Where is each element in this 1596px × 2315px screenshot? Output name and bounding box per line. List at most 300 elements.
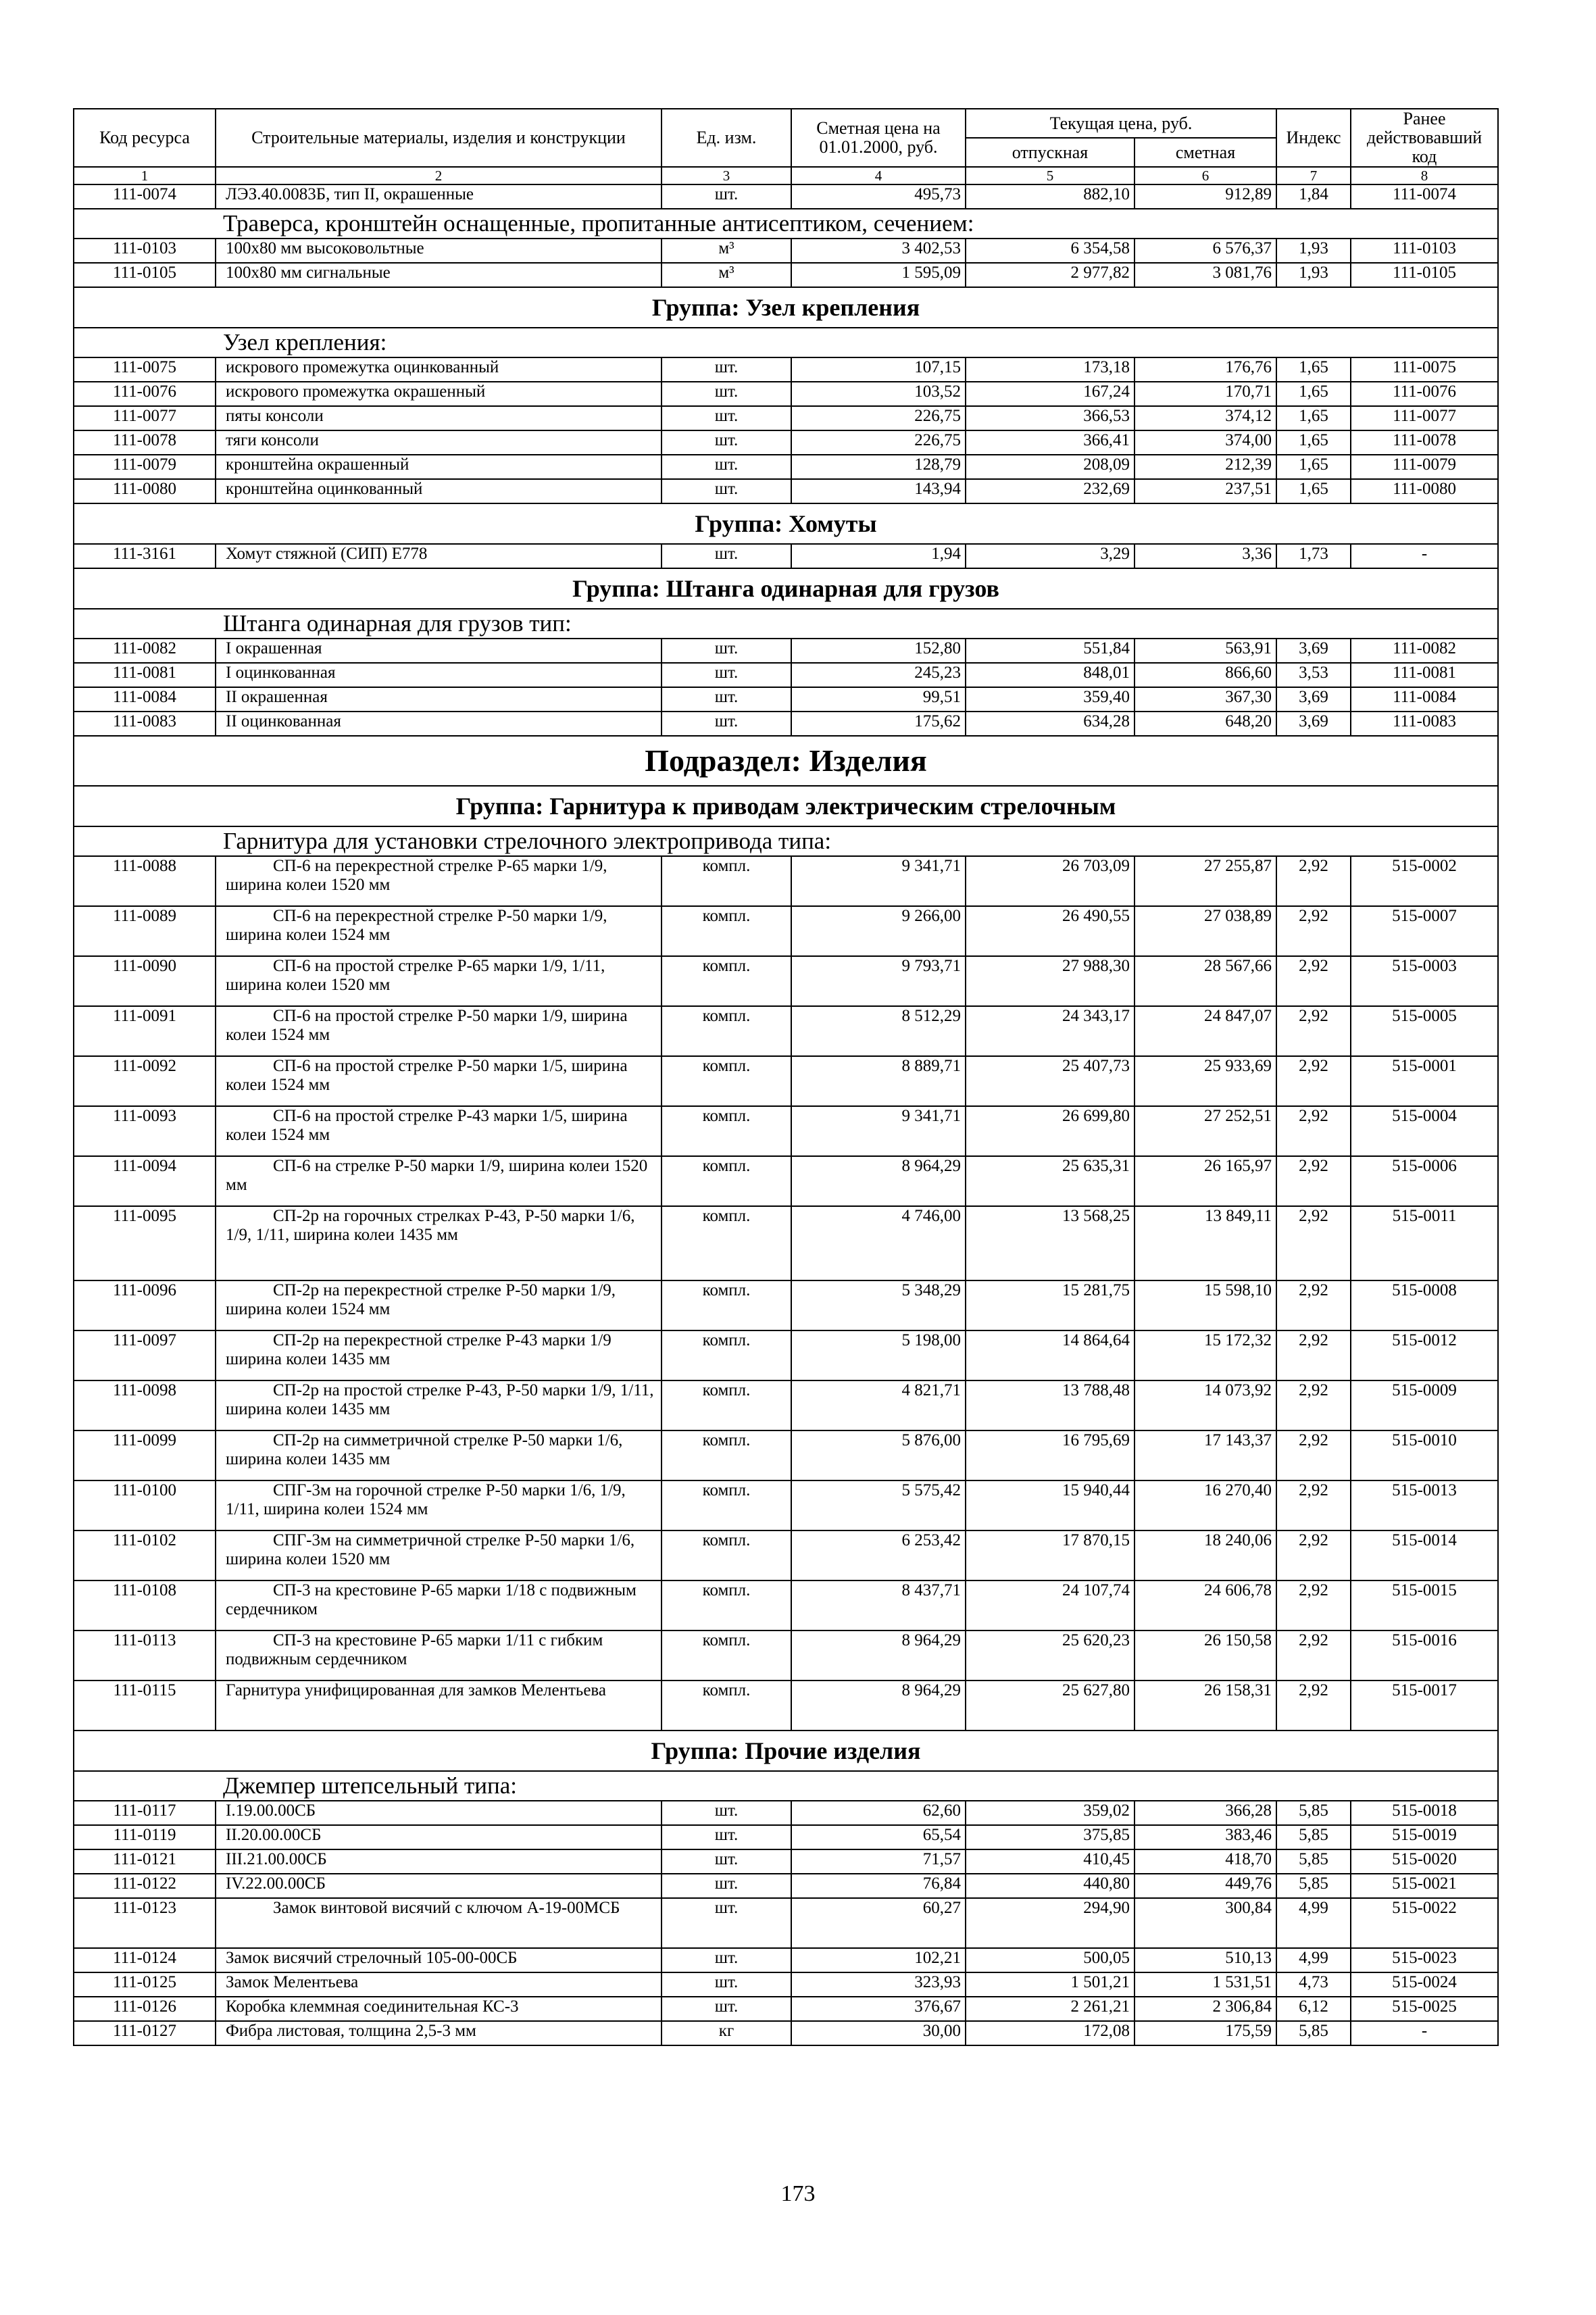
table-row: [74, 1156, 1498, 1206]
group-heading-row: [74, 786, 1498, 826]
base-price: 226,75: [791, 430, 966, 455]
previous-code: 111-0080: [1351, 479, 1498, 503]
price-index: 2,92: [1276, 1631, 1351, 1681]
resource-code: 111-0080: [74, 479, 216, 503]
column-number: 3: [662, 167, 791, 184]
release-price: 375,85: [966, 1825, 1134, 1849]
base-price: 71,57: [791, 1849, 966, 1874]
table-row: [74, 856, 1498, 906]
release-price: 410,45: [966, 1849, 1134, 1874]
estimate-price: 176,76: [1134, 357, 1276, 382]
base-price: 99,51: [791, 687, 966, 712]
release-price: 2 261,21: [966, 1997, 1134, 2021]
unit-of-measure: шт.: [662, 1997, 791, 2021]
release-price: 551,84: [966, 639, 1134, 663]
subgroup-caption-row: [74, 328, 1498, 357]
table-row: [74, 1948, 1498, 1972]
release-price: 634,28: [966, 712, 1134, 736]
table-row: [74, 906, 1498, 956]
header-base-price: Сметная цена на 01.01.2000, руб.: [791, 109, 966, 167]
release-price: 366,41: [966, 430, 1134, 455]
header-release-price: отпускная: [966, 138, 1134, 167]
previous-code: 111-0074: [1351, 184, 1498, 209]
unit-of-measure: м³: [662, 239, 791, 263]
group-heading: Группа: Узел крепления: [74, 287, 1498, 328]
unit-of-measure: шт.: [662, 663, 791, 687]
unit-of-measure: шт.: [662, 1874, 791, 1898]
table-row: [74, 184, 1498, 209]
table-row: [74, 1056, 1498, 1106]
base-price: 8 964,29: [791, 1681, 966, 1731]
release-price: 24 107,74: [966, 1580, 1134, 1631]
release-price: 24 343,17: [966, 1006, 1134, 1056]
previous-code: 111-0076: [1351, 382, 1498, 406]
price-index: 3,69: [1276, 687, 1351, 712]
material-name: II окрашенная: [216, 687, 662, 712]
previous-code: 515-0011: [1351, 1206, 1498, 1280]
table-row: [74, 1997, 1498, 2021]
resource-code: 111-0108: [74, 1580, 216, 1631]
price-index: 2,92: [1276, 1156, 1351, 1206]
resource-code: 111-0089: [74, 906, 216, 956]
resource-code: 111-0103: [74, 239, 216, 263]
material-name: Коробка клеммная соединительная КС-3: [216, 1997, 662, 2021]
base-price: 9 793,71: [791, 956, 966, 1006]
price-index: 5,85: [1276, 1801, 1351, 1825]
price-index: 2,92: [1276, 1006, 1351, 1056]
estimate-price: 27 038,89: [1134, 906, 1276, 956]
estimate-price: 866,60: [1134, 663, 1276, 687]
table-row: [74, 1106, 1498, 1156]
material-name: СП-2р на перекрестной стрелке Р-43 марки 1/9 ширина колеи 1435 мм: [216, 1330, 662, 1380]
base-price: 143,94: [791, 479, 966, 503]
release-price: 27 988,30: [966, 956, 1134, 1006]
estimate-price: 15 598,10: [1134, 1280, 1276, 1330]
estimate-price: 300,84: [1134, 1898, 1276, 1948]
column-number: 4: [791, 167, 966, 184]
material-name: искрового промежутка оцинкованный: [216, 357, 662, 382]
unit-of-measure: компл.: [662, 1631, 791, 1681]
base-price: 1 595,09: [791, 263, 966, 287]
base-price: 376,67: [791, 1997, 966, 2021]
previous-code: 111-0079: [1351, 455, 1498, 479]
estimate-price: 15 172,32: [1134, 1330, 1276, 1380]
table-row: [74, 663, 1498, 687]
release-price: 848,01: [966, 663, 1134, 687]
unit-of-measure: компл.: [662, 1206, 791, 1280]
unit-of-measure: компл.: [662, 1106, 791, 1156]
material-name: I.19.00.00СБ: [216, 1801, 662, 1825]
subgroup-caption-row: [74, 826, 1498, 856]
release-price: 13 788,48: [966, 1380, 1134, 1430]
estimate-price: 27 252,51: [1134, 1106, 1276, 1156]
unit-of-measure: компл.: [662, 1480, 791, 1530]
previous-code: 515-0015: [1351, 1580, 1498, 1631]
unit-of-measure: компл.: [662, 1681, 791, 1731]
resource-code: 111-0088: [74, 856, 216, 906]
price-index: 1,65: [1276, 406, 1351, 430]
base-price: 30,00: [791, 2021, 966, 2045]
release-price: 25 407,73: [966, 1056, 1134, 1106]
unit-of-measure: шт.: [662, 1849, 791, 1874]
group-heading-row: [74, 503, 1498, 544]
material-name: СП-6 на простой стрелке Р-50 марки 1/5, ширина колеи 1524 мм: [216, 1056, 662, 1106]
table-row: [74, 1681, 1498, 1731]
release-price: 25 627,80: [966, 1681, 1134, 1731]
price-index: 2,92: [1276, 1106, 1351, 1156]
base-price: 128,79: [791, 455, 966, 479]
material-name: тяги консоли: [216, 430, 662, 455]
price-index: 3,69: [1276, 712, 1351, 736]
release-price: 6 354,58: [966, 239, 1134, 263]
previous-code: 111-0075: [1351, 357, 1498, 382]
resource-code: 111-0079: [74, 455, 216, 479]
base-price: 8 889,71: [791, 1056, 966, 1106]
resource-code: 111-0093: [74, 1106, 216, 1156]
unit-of-measure: компл.: [662, 1530, 791, 1580]
resource-code: 111-0098: [74, 1380, 216, 1430]
table-row: [74, 1801, 1498, 1825]
base-price: 175,62: [791, 712, 966, 736]
estimate-price: 912,89: [1134, 184, 1276, 209]
table-row: [74, 1874, 1498, 1898]
table-row: [74, 687, 1498, 712]
previous-code: 515-0017: [1351, 1681, 1498, 1731]
unit-of-measure: шт.: [662, 479, 791, 503]
group-heading-row: [74, 1731, 1498, 1771]
price-index: 4,99: [1276, 1948, 1351, 1972]
previous-code: 515-0021: [1351, 1874, 1498, 1898]
release-price: 26 699,80: [966, 1106, 1134, 1156]
resource-code: 111-0094: [74, 1156, 216, 1206]
column-number: 8: [1351, 167, 1498, 184]
previous-code: 515-0002: [1351, 856, 1498, 906]
material-name: Гарнитура унифицированная для замков Мелентьева: [216, 1681, 662, 1731]
column-number: 5: [966, 167, 1134, 184]
material-name: искрового промежутка окрашенный: [216, 382, 662, 406]
price-index: 4,73: [1276, 1972, 1351, 1997]
table-row: [74, 956, 1498, 1006]
previous-code: 515-0020: [1351, 1849, 1498, 1874]
base-price: 226,75: [791, 406, 966, 430]
subgroup-caption-row: [74, 209, 1498, 239]
release-price: 294,90: [966, 1898, 1134, 1948]
resource-code: 111-0122: [74, 1874, 216, 1898]
subgroup-caption-row: [74, 609, 1498, 639]
unit-of-measure: шт.: [662, 1948, 791, 1972]
estimate-price: 2 306,84: [1134, 1997, 1276, 2021]
table-row: [74, 239, 1498, 263]
unit-of-measure: компл.: [662, 1580, 791, 1631]
subsection-heading: Подраздел: Изделия: [74, 736, 1498, 786]
base-price: 5 876,00: [791, 1430, 966, 1480]
price-index: 5,85: [1276, 1874, 1351, 1898]
release-price: 882,10: [966, 184, 1134, 209]
material-name: СП-2р на симметричной стрелке Р-50 марки 1/6, ширина колеи 1435 мм: [216, 1430, 662, 1480]
price-table: [73, 108, 1499, 2046]
table-row: [74, 1480, 1498, 1530]
header-estimate-price: сметная: [1134, 138, 1276, 167]
previous-code: 515-0019: [1351, 1825, 1498, 1849]
header-name: Строительные материалы, изделия и конструкции: [216, 109, 662, 167]
table-row: [74, 1898, 1498, 1948]
table-row: [74, 406, 1498, 430]
estimate-price: 374,12: [1134, 406, 1276, 430]
release-price: 14 864,64: [966, 1330, 1134, 1380]
table-row: [74, 1849, 1498, 1874]
material-name: пяты консоли: [216, 406, 662, 430]
table-row: [74, 357, 1498, 382]
base-price: 3 402,53: [791, 239, 966, 263]
group-heading-row: [74, 568, 1498, 609]
previous-code: 515-0006: [1351, 1156, 1498, 1206]
previous-code: 515-0005: [1351, 1006, 1498, 1056]
price-index: 2,92: [1276, 1681, 1351, 1731]
subgroup-caption: Штанга одинарная для грузов тип:: [74, 609, 1498, 639]
subsection-heading-row: [74, 736, 1498, 786]
unit-of-measure: шт.: [662, 357, 791, 382]
table-row: [74, 1330, 1498, 1380]
previous-code: 111-0077: [1351, 406, 1498, 430]
release-price: 26 703,09: [966, 856, 1134, 906]
estimate-price: 26 150,58: [1134, 1631, 1276, 1681]
base-price: 5 575,42: [791, 1480, 966, 1530]
material-name: I окрашенная: [216, 639, 662, 663]
estimate-price: 26 165,97: [1134, 1156, 1276, 1206]
release-price: 25 635,31: [966, 1156, 1134, 1206]
estimate-price: 16 270,40: [1134, 1480, 1276, 1530]
resource-code: 111-0083: [74, 712, 216, 736]
unit-of-measure: компл.: [662, 1006, 791, 1056]
resource-code: 111-0121: [74, 1849, 216, 1874]
estimate-price: 648,20: [1134, 712, 1276, 736]
material-name: СП-6 на перекрестной стрелке Р-65 марки 1/9, ширина колеи 1520 мм: [216, 856, 662, 906]
material-name: ЛЭЗ.40.0083Б, тип II, окрашенные: [216, 184, 662, 209]
estimate-price: 237,51: [1134, 479, 1276, 503]
previous-code: 111-0082: [1351, 639, 1498, 663]
base-price: 4 746,00: [791, 1206, 966, 1280]
release-price: 500,05: [966, 1948, 1134, 1972]
previous-code: 111-0081: [1351, 663, 1498, 687]
table-row: [74, 639, 1498, 663]
previous-code: 515-0004: [1351, 1106, 1498, 1156]
estimate-price: 26 158,31: [1134, 1681, 1276, 1731]
resource-code: 111-0124: [74, 1948, 216, 1972]
estimate-price: 24 847,07: [1134, 1006, 1276, 1056]
table-row: [74, 2021, 1498, 2045]
price-index: 2,92: [1276, 1330, 1351, 1380]
release-price: 15 281,75: [966, 1280, 1134, 1330]
resource-code: 111-0115: [74, 1681, 216, 1731]
estimate-price: 170,71: [1134, 382, 1276, 406]
previous-code: 515-0003: [1351, 956, 1498, 1006]
group-heading: Группа: Хомуты: [74, 503, 1498, 544]
group-heading: Группа: Штанга одинарная для грузов: [74, 568, 1498, 609]
table-row: [74, 1380, 1498, 1430]
resource-code: 111-3161: [74, 544, 216, 568]
resource-code: 111-0074: [74, 184, 216, 209]
material-name: кронштейна окрашенный: [216, 455, 662, 479]
resource-code: 111-0127: [74, 2021, 216, 2045]
material-name: II.20.00.00СБ: [216, 1825, 662, 1849]
resource-code: 111-0081: [74, 663, 216, 687]
unit-of-measure: шт.: [662, 1972, 791, 1997]
unit-of-measure: компл.: [662, 1330, 791, 1380]
release-price: 15 940,44: [966, 1480, 1134, 1530]
column-number: 7: [1276, 167, 1351, 184]
resource-code: 111-0077: [74, 406, 216, 430]
material-name: СП-6 на простой стрелке Р-65 марки 1/9, 1/11, ширина колеи 1520 мм: [216, 956, 662, 1006]
unit-of-measure: шт.: [662, 184, 791, 209]
unit-of-measure: компл.: [662, 1280, 791, 1330]
unit-of-measure: компл.: [662, 856, 791, 906]
table-row: [74, 455, 1498, 479]
base-price: 102,21: [791, 1948, 966, 1972]
estimate-price: 13 849,11: [1134, 1206, 1276, 1280]
subgroup-caption-row: [74, 1771, 1498, 1801]
base-price: 8 964,29: [791, 1156, 966, 1206]
price-index: 2,92: [1276, 1530, 1351, 1580]
price-index: 2,92: [1276, 1206, 1351, 1280]
table-row: [74, 1006, 1498, 1056]
release-price: 25 620,23: [966, 1631, 1134, 1681]
price-index: 1,93: [1276, 239, 1351, 263]
material-name: СП-6 на перекрестной стрелке Р-50 марки 1/9, ширина колеи 1524 мм: [216, 906, 662, 956]
resource-code: 111-0091: [74, 1006, 216, 1056]
previous-code: 515-0018: [1351, 1801, 1498, 1825]
previous-code: 515-0014: [1351, 1530, 1498, 1580]
header-unit: Ед. изм.: [662, 109, 791, 167]
base-price: 8 437,71: [791, 1580, 966, 1631]
material-name: СП-3 на крестовине Р-65 марки 1/18 с подвижным сердечником: [216, 1580, 662, 1631]
resource-code: 111-0095: [74, 1206, 216, 1280]
base-price: 62,60: [791, 1801, 966, 1825]
previous-code: -: [1351, 544, 1498, 568]
price-index: 4,99: [1276, 1898, 1351, 1948]
previous-code: 111-0084: [1351, 687, 1498, 712]
resource-code: 111-0078: [74, 430, 216, 455]
estimate-price: 563,91: [1134, 639, 1276, 663]
release-price: 366,53: [966, 406, 1134, 430]
base-price: 9 341,71: [791, 1106, 966, 1156]
price-index: 2,92: [1276, 956, 1351, 1006]
price-index: 5,85: [1276, 1849, 1351, 1874]
material-name: II оцинкованная: [216, 712, 662, 736]
previous-code: 515-0012: [1351, 1330, 1498, 1380]
column-numbers-row: [74, 167, 1498, 184]
price-index: 3,53: [1276, 663, 1351, 687]
resource-code: 111-0096: [74, 1280, 216, 1330]
base-price: 60,27: [791, 1898, 966, 1948]
base-price: 4 821,71: [791, 1380, 966, 1430]
resource-code: 111-0123: [74, 1898, 216, 1948]
page-number: 173: [780, 2181, 816, 2206]
price-index: 2,92: [1276, 1430, 1351, 1480]
unit-of-measure: шт.: [662, 406, 791, 430]
subgroup-caption: Траверса, кронштейн оснащенные, пропитанные антисептиком, сечением:: [74, 209, 1498, 239]
base-price: 152,80: [791, 639, 966, 663]
unit-of-measure: шт.: [662, 639, 791, 663]
base-price: 495,73: [791, 184, 966, 209]
price-index: 1,93: [1276, 263, 1351, 287]
price-index: 1,65: [1276, 430, 1351, 455]
estimate-price: 17 143,37: [1134, 1430, 1276, 1480]
column-number: 1: [74, 167, 216, 184]
estimate-price: 28 567,66: [1134, 956, 1276, 1006]
table-row: [74, 712, 1498, 736]
resource-code: 111-0113: [74, 1631, 216, 1681]
previous-code: 515-0007: [1351, 906, 1498, 956]
release-price: 172,08: [966, 2021, 1134, 2045]
price-index: 1,65: [1276, 455, 1351, 479]
estimate-price: 366,28: [1134, 1801, 1276, 1825]
previous-code: 515-0025: [1351, 1997, 1498, 2021]
unit-of-measure: компл.: [662, 1056, 791, 1106]
unit-of-measure: м³: [662, 263, 791, 287]
price-index: 1,65: [1276, 382, 1351, 406]
previous-code: 515-0024: [1351, 1972, 1498, 1997]
estimate-price: 18 240,06: [1134, 1530, 1276, 1580]
previous-code: 515-0023: [1351, 1948, 1498, 1972]
material-name: СП-3 на крестовине Р-65 марки 1/11 с гибким подвижным сердечником: [216, 1631, 662, 1681]
previous-code: 515-0009: [1351, 1380, 1498, 1430]
unit-of-measure: компл.: [662, 1380, 791, 1430]
base-price: 9 341,71: [791, 856, 966, 906]
resource-code: 111-0097: [74, 1330, 216, 1380]
base-price: 8 512,29: [791, 1006, 966, 1056]
header-prev-code: Ранее действовавший код: [1351, 109, 1498, 167]
previous-code: 515-0022: [1351, 1898, 1498, 1948]
release-price: 16 795,69: [966, 1430, 1134, 1480]
material-name: СП-6 на стрелке Р-50 марки 1/9, ширина колеи 1520 мм: [216, 1156, 662, 1206]
estimate-price: 383,46: [1134, 1825, 1276, 1849]
base-price: 5 348,29: [791, 1280, 966, 1330]
resource-code: 111-0119: [74, 1825, 216, 1849]
table-row: [74, 1631, 1498, 1681]
unit-of-measure: шт.: [662, 1801, 791, 1825]
unit-of-measure: шт.: [662, 1898, 791, 1948]
release-price: 2 977,82: [966, 263, 1134, 287]
price-index: 2,92: [1276, 856, 1351, 906]
unit-of-measure: компл.: [662, 1430, 791, 1480]
base-price: 107,15: [791, 357, 966, 382]
resource-code: 111-0076: [74, 382, 216, 406]
base-price: 9 266,00: [791, 906, 966, 956]
estimate-price: 27 255,87: [1134, 856, 1276, 906]
release-price: 208,09: [966, 455, 1134, 479]
estimate-price: 418,70: [1134, 1849, 1276, 1874]
material-name: 100х80 мм высоковольтные: [216, 239, 662, 263]
table-row: [74, 1825, 1498, 1849]
release-price: 359,40: [966, 687, 1134, 712]
base-price: 103,52: [791, 382, 966, 406]
resource-code: 111-0102: [74, 1530, 216, 1580]
group-heading-row: [74, 287, 1498, 328]
table-row: [74, 1972, 1498, 1997]
estimate-price: 212,39: [1134, 455, 1276, 479]
base-price: 1,94: [791, 544, 966, 568]
previous-code: 515-0001: [1351, 1056, 1498, 1106]
estimate-price: 449,76: [1134, 1874, 1276, 1898]
material-name: Замок Мелентьева: [216, 1972, 662, 1997]
material-name: Хомут стяжной (СИП) Е778: [216, 544, 662, 568]
release-price: 232,69: [966, 479, 1134, 503]
base-price: 76,84: [791, 1874, 966, 1898]
base-price: 5 198,00: [791, 1330, 966, 1380]
release-price: 173,18: [966, 357, 1134, 382]
resource-code: 111-0125: [74, 1972, 216, 1997]
base-price: 245,23: [791, 663, 966, 687]
